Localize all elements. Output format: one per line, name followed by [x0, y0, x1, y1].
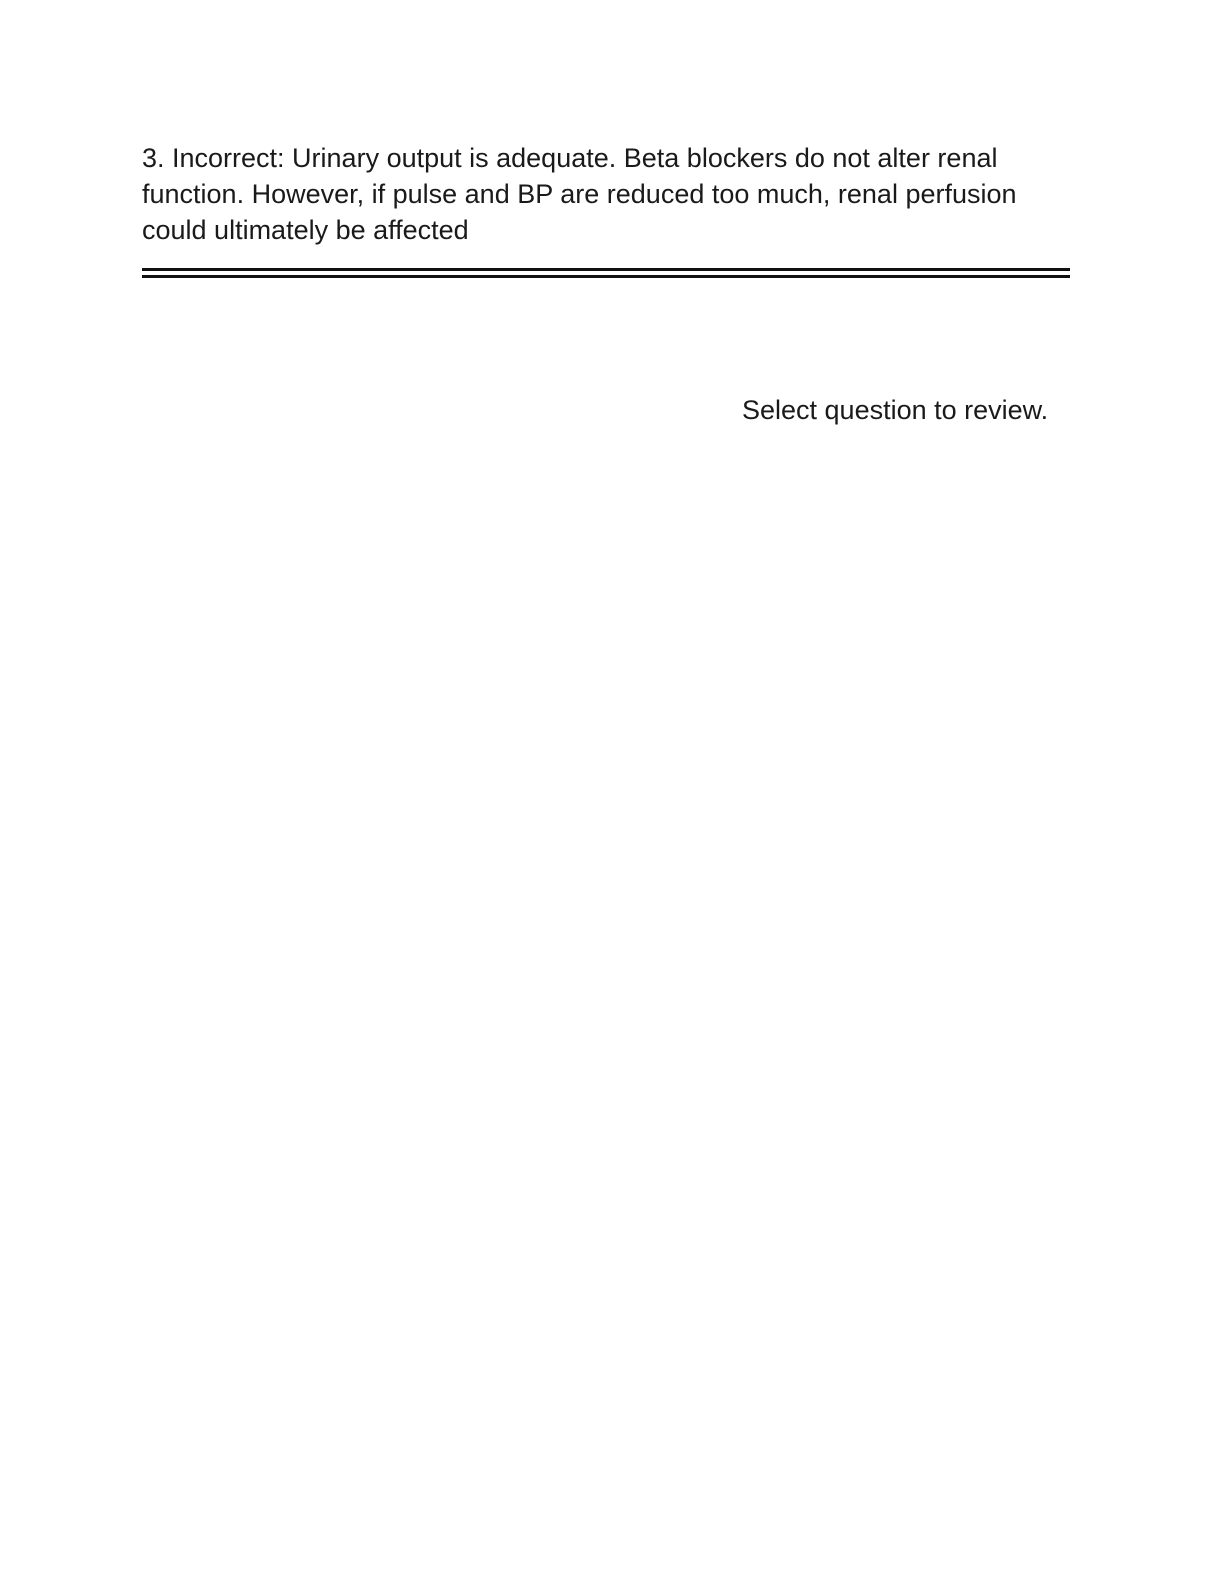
double-rule-divider	[142, 268, 1070, 278]
select-question-to-review-link[interactable]: Select question to review.	[742, 395, 1049, 425]
feedback-line: could ultimately be affected	[142, 215, 469, 245]
answer-feedback	[142, 140, 1082, 248]
feedback-line: function. However, if pulse and BP are reduced too much, renal perfusion	[142, 179, 1017, 209]
divider-rule-top	[142, 268, 1070, 271]
divider-rule-bottom	[142, 275, 1070, 278]
feedback-line: 3. Incorrect: Urinary output is adequate. Beta blockers do not alter renal	[142, 143, 998, 173]
